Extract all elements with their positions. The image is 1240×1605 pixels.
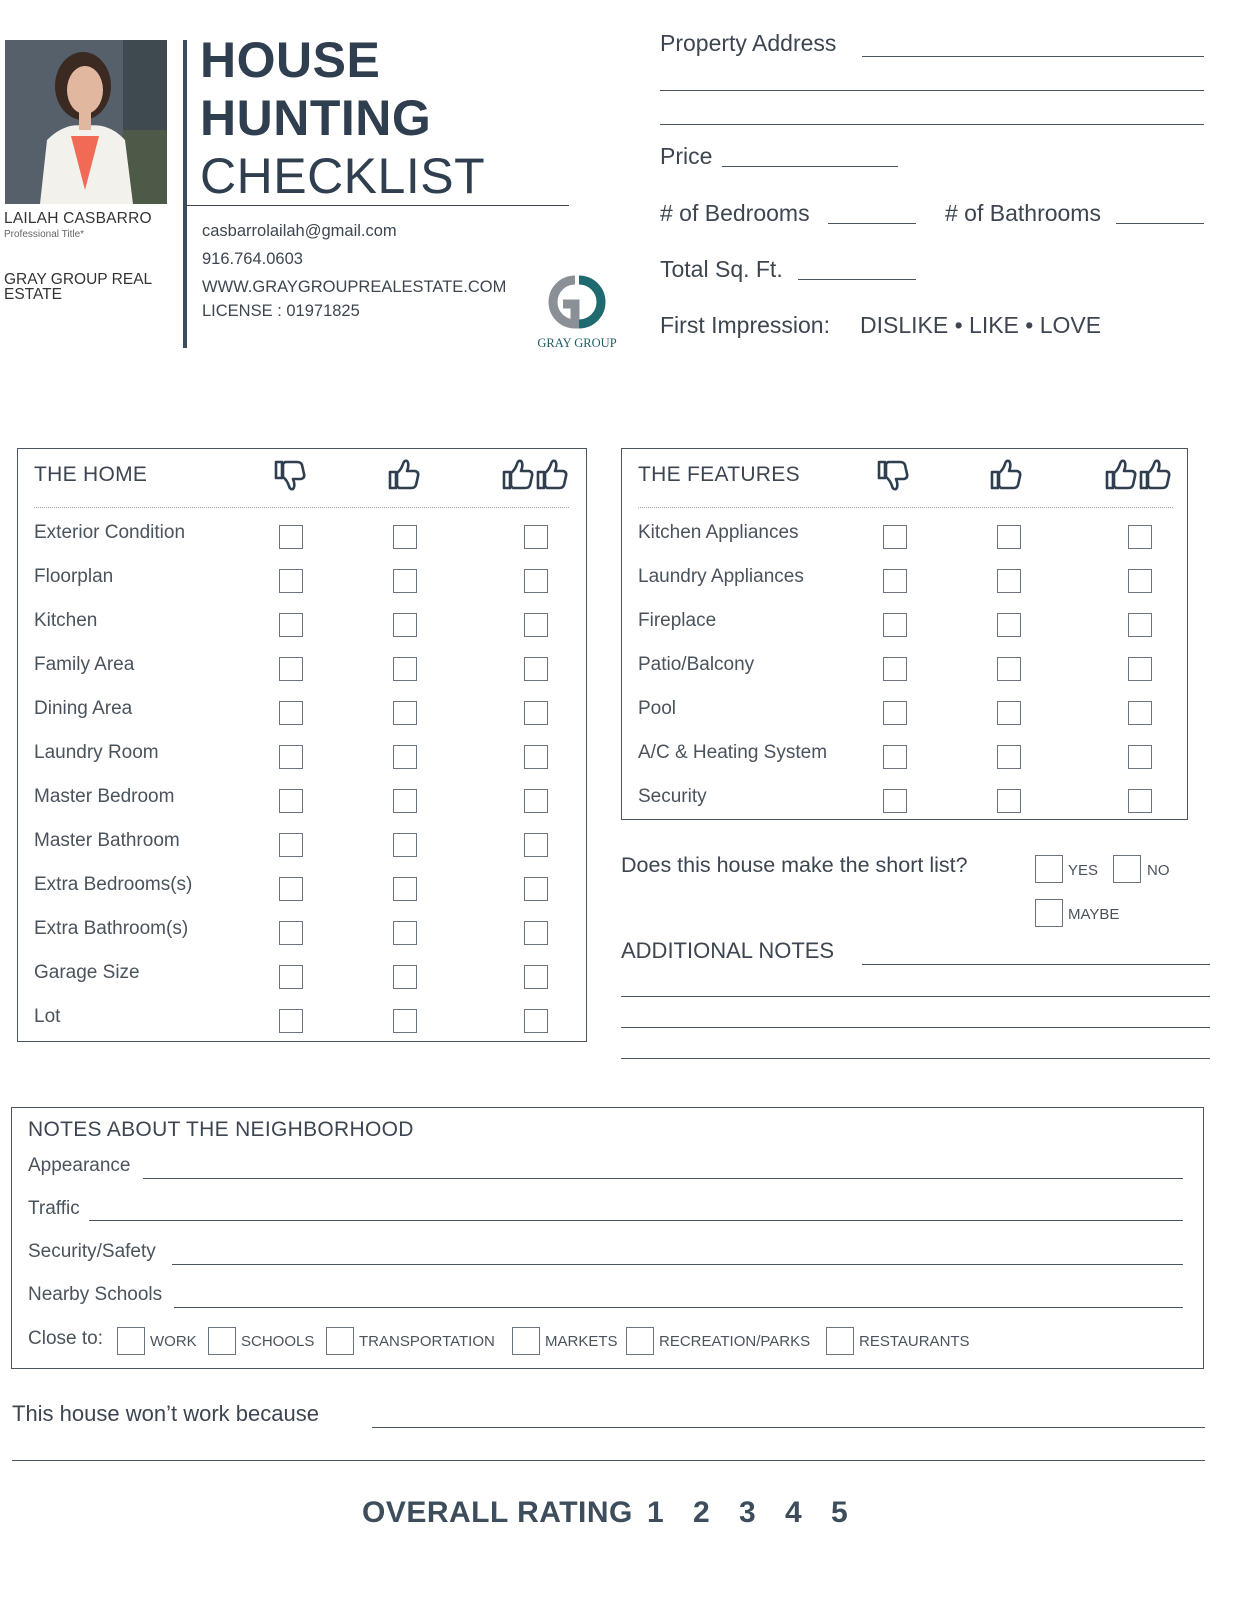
price-label: Price <box>660 143 713 169</box>
feature-love-checkbox[interactable] <box>1128 745 1152 769</box>
home-item-label: Master Bathroom <box>34 830 180 851</box>
close-to-option-label: RECREATION/PARKS <box>659 1333 811 1350</box>
feature-item-label: Security <box>638 786 707 807</box>
feature-item-label: Kitchen Appliances <box>638 522 799 543</box>
bathrooms-label: # of Bathrooms <box>945 200 1101 226</box>
home-item-label: Master Bedroom <box>34 786 175 807</box>
wont-work-label: This house won’t work because <box>12 1401 319 1426</box>
feature-like-checkbox[interactable] <box>997 569 1021 593</box>
agent-photo <box>5 40 167 204</box>
additional-notes-label: ADDITIONAL NOTES <box>621 938 835 963</box>
feature-love-checkbox[interactable] <box>1128 569 1152 593</box>
home-like-checkbox[interactable] <box>393 877 417 901</box>
sqft-field[interactable] <box>798 279 916 280</box>
home-item-label: Exterior Condition <box>34 522 186 543</box>
feature-like-checkbox[interactable] <box>997 745 1021 769</box>
page-title-line2: HUNTING <box>200 90 432 146</box>
close-to-option-label: TRANSPORTATION <box>359 1333 495 1350</box>
features-header-divider <box>638 507 1173 508</box>
close-to-option-label: RESTAURANTS <box>859 1333 970 1350</box>
home-like-checkbox[interactable] <box>393 657 417 681</box>
nearby-schools-label: Nearby Schools <box>28 1284 163 1305</box>
home-header-divider <box>34 507 569 508</box>
home-dislike-checkbox[interactable] <box>279 921 303 945</box>
property-address-label: Property Address <box>660 30 837 56</box>
feature-item-label: Fireplace <box>638 610 717 631</box>
price-field[interactable] <box>722 166 898 167</box>
feature-dislike-checkbox[interactable] <box>883 569 907 593</box>
home-dislike-checkbox[interactable] <box>279 833 303 857</box>
home-love-checkbox[interactable] <box>524 789 548 813</box>
thumbs-up-icon <box>386 458 424 501</box>
feature-love-checkbox[interactable] <box>1128 701 1152 725</box>
home-like-checkbox[interactable] <box>393 525 417 549</box>
home-love-checkbox[interactable] <box>524 1009 548 1033</box>
home-dislike-checkbox[interactable] <box>279 965 303 989</box>
logo-text: GRAY GROUP <box>537 336 617 350</box>
short-list-no-label: NO <box>1147 862 1170 879</box>
home-item-label: Extra Bathroom(s) <box>34 918 189 939</box>
features-section-title: THE FEATURES <box>638 463 800 486</box>
agent-website: WWW.GRAYGROUPREALESTATE.COM <box>202 278 507 296</box>
property-address-field[interactable] <box>862 56 1204 57</box>
property-address-field-3[interactable] <box>660 124 1204 125</box>
home-like-checkbox[interactable] <box>393 965 417 989</box>
traffic-field[interactable] <box>89 1220 1183 1221</box>
appearance-field[interactable] <box>143 1178 1183 1179</box>
home-item-label: Family Area <box>34 654 135 675</box>
overall-rating-option[interactable]: 4 <box>785 1496 802 1529</box>
home-dislike-checkbox[interactable] <box>279 525 303 549</box>
home-section-title: THE HOME <box>34 463 148 486</box>
home-like-checkbox[interactable] <box>393 569 417 593</box>
agent-title: Professional Title* <box>4 229 85 240</box>
home-dislike-checkbox[interactable] <box>279 701 303 725</box>
home-item-label: Laundry Room <box>34 742 159 763</box>
agent-phone: 916.764.0603 <box>202 250 303 268</box>
agent-company: GRAY GROUP REAL ESTATE <box>4 271 152 303</box>
additional-notes-line-4[interactable] <box>621 1058 1210 1059</box>
bedrooms-field[interactable] <box>828 223 916 224</box>
overall-rating-option[interactable]: 1 <box>647 1496 664 1529</box>
feature-dislike-checkbox[interactable] <box>883 613 907 637</box>
wont-work-field-2[interactable] <box>12 1460 1205 1461</box>
close-to-option-label: WORK <box>150 1333 197 1350</box>
home-love-checkbox[interactable] <box>524 745 548 769</box>
wont-work-field[interactable] <box>372 1427 1205 1428</box>
company-logo <box>527 274 627 360</box>
additional-notes-line-2[interactable] <box>621 996 1210 997</box>
close-to-work-checkbox[interactable] <box>117 1327 145 1355</box>
home-like-checkbox[interactable] <box>393 745 417 769</box>
double-thumbs-up-icon <box>1103 458 1175 501</box>
feature-like-checkbox[interactable] <box>997 701 1021 725</box>
home-item-label: Garage Size <box>34 962 140 983</box>
feature-like-checkbox[interactable] <box>997 789 1021 813</box>
home-like-checkbox[interactable] <box>393 701 417 725</box>
overall-rating-option[interactable]: 5 <box>831 1496 848 1529</box>
short-list-yes-label: YES <box>1068 862 1099 879</box>
home-item-label: Kitchen <box>34 610 98 631</box>
feature-dislike-checkbox[interactable] <box>883 657 907 681</box>
feature-like-checkbox[interactable] <box>997 613 1021 637</box>
home-item-label: Floorplan <box>34 566 114 587</box>
home-love-checkbox[interactable] <box>524 613 548 637</box>
property-address-field-2[interactable] <box>660 90 1204 91</box>
home-dislike-checkbox[interactable] <box>279 569 303 593</box>
feature-dislike-checkbox[interactable] <box>883 701 907 725</box>
feature-dislike-checkbox[interactable] <box>883 789 907 813</box>
double-thumbs-up-icon <box>500 458 572 501</box>
short-list-maybe-checkbox[interactable] <box>1035 899 1063 927</box>
bedrooms-label: # of Bedrooms <box>660 200 810 226</box>
feature-item-label: Pool <box>638 698 677 719</box>
first-impression-options[interactable]: DISLIKE • LIKE • LOVE <box>860 312 1102 338</box>
home-like-checkbox[interactable] <box>393 833 417 857</box>
home-love-checkbox[interactable] <box>524 877 548 901</box>
home-dislike-checkbox[interactable] <box>279 745 303 769</box>
thumbs-up-icon <box>988 458 1026 501</box>
feature-item-label: A/C & Heating System <box>638 742 828 763</box>
home-dislike-checkbox[interactable] <box>279 1009 303 1033</box>
additional-notes-line-1[interactable] <box>862 964 1210 965</box>
additional-notes-line-3[interactable] <box>621 1027 1210 1028</box>
overall-rating-label: OVERALL RATING <box>362 1496 633 1529</box>
home-love-checkbox[interactable] <box>524 525 548 549</box>
overall-rating-option[interactable]: 3 <box>739 1496 756 1529</box>
agent-license: LICENSE : 01971825 <box>202 302 360 320</box>
feature-love-checkbox[interactable] <box>1128 657 1152 681</box>
short-list-question: Does this house make the short list? <box>621 853 968 877</box>
feature-item-label: Laundry Appliances <box>638 566 804 587</box>
home-dislike-checkbox[interactable] <box>279 877 303 901</box>
page-title-line1: HOUSE <box>200 32 381 88</box>
bathrooms-field[interactable] <box>1116 223 1204 224</box>
close-to-restaurants-checkbox[interactable] <box>826 1327 854 1355</box>
close-to-label: Close to: <box>28 1328 103 1349</box>
close-to-option-label: MARKETS <box>545 1333 618 1350</box>
agent-email: casbarrolailah@gmail.com <box>202 222 397 240</box>
home-like-checkbox[interactable] <box>393 789 417 813</box>
feature-love-checkbox[interactable] <box>1128 613 1152 637</box>
agent-name: LAILAH CASBARRO <box>4 210 152 227</box>
home-love-checkbox[interactable] <box>524 833 548 857</box>
home-dislike-checkbox[interactable] <box>279 613 303 637</box>
home-love-checkbox[interactable] <box>524 701 548 725</box>
feature-love-checkbox[interactable] <box>1128 525 1152 549</box>
page-title-line3: CHECKLIST <box>200 148 486 204</box>
close-to-transportation-checkbox[interactable] <box>326 1327 354 1355</box>
overall-rating-option[interactable]: 2 <box>693 1496 710 1529</box>
home-like-checkbox[interactable] <box>393 921 417 945</box>
feature-item-label: Patio/Balcony <box>638 654 755 675</box>
home-item-label: Lot <box>34 1006 61 1027</box>
home-love-checkbox[interactable] <box>524 657 548 681</box>
security-safety-field[interactable] <box>172 1264 1183 1265</box>
close-to-option-label: SCHOOLS <box>241 1333 315 1350</box>
home-item-label: Extra Bedrooms(s) <box>34 874 193 895</box>
close-to-recreation-parks-checkbox[interactable] <box>626 1327 654 1355</box>
thumbs-down-icon <box>272 458 310 501</box>
short-list-yes-checkbox[interactable] <box>1035 855 1063 883</box>
title-underline <box>187 205 569 206</box>
home-love-checkbox[interactable] <box>524 921 548 945</box>
home-love-checkbox[interactable] <box>524 965 548 989</box>
feature-like-checkbox[interactable] <box>997 657 1021 681</box>
close-to-schools-checkbox[interactable] <box>208 1327 236 1355</box>
first-impression-label: First Impression: <box>660 312 830 338</box>
home-like-checkbox[interactable] <box>393 613 417 637</box>
feature-love-checkbox[interactable] <box>1128 789 1152 813</box>
feature-dislike-checkbox[interactable] <box>883 745 907 769</box>
feature-dislike-checkbox[interactable] <box>883 525 907 549</box>
security-safety-label: Security/Safety <box>28 1241 156 1262</box>
home-dislike-checkbox[interactable] <box>279 789 303 813</box>
appearance-label: Appearance <box>28 1155 131 1176</box>
header-divider <box>183 40 187 348</box>
thumbs-down-icon <box>875 458 913 501</box>
feature-like-checkbox[interactable] <box>997 525 1021 549</box>
home-love-checkbox[interactable] <box>524 569 548 593</box>
home-dislike-checkbox[interactable] <box>279 657 303 681</box>
home-like-checkbox[interactable] <box>393 1009 417 1033</box>
close-to-markets-checkbox[interactable] <box>512 1327 540 1355</box>
sqft-label: Total Sq. Ft. <box>660 256 783 282</box>
neighborhood-section-title: NOTES ABOUT THE NEIGHBORHOOD <box>28 1118 414 1141</box>
neighborhood-section <box>11 1107 1204 1369</box>
traffic-label: Traffic <box>28 1198 80 1219</box>
nearby-schools-field[interactable] <box>174 1307 1183 1308</box>
short-list-maybe-label: MAYBE <box>1068 906 1120 923</box>
home-item-label: Dining Area <box>34 698 133 719</box>
short-list-no-checkbox[interactable] <box>1113 855 1141 883</box>
